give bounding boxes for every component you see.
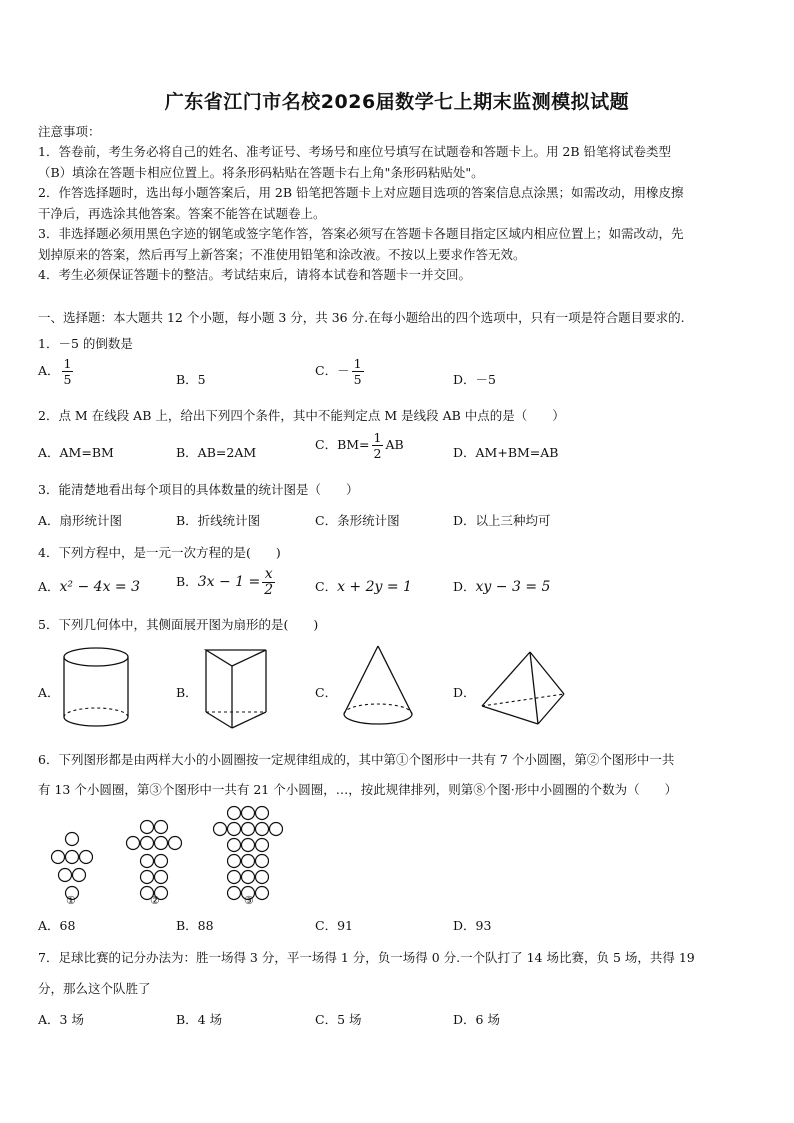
small-circle <box>228 807 241 820</box>
q2-option-d: D．AM+BM=AB <box>453 445 559 460</box>
small-circle <box>228 887 241 900</box>
q4-stem: 4．下列方程中，是一元一次方程的是( ) <box>38 545 281 560</box>
q6-option-c: C．91 <box>315 918 353 933</box>
q6-line2: 有 13 个小圆圈，第③个图形中一共有 21 个小圆圈，…，按此规律排列，则第⑧个图·形中小圆圈的个数为（ ） <box>38 782 678 797</box>
q3-option-d: D．以上三种均可 <box>453 513 551 528</box>
small-circle <box>66 851 79 864</box>
q5-option-d: D． <box>453 685 476 700</box>
small-circle <box>141 837 154 850</box>
small-circle <box>228 839 241 852</box>
q3-stem: 3．能清楚地看出每个项目的具体数量的统计图是（ ） <box>38 482 359 497</box>
q3-option-b: B．折线统计图 <box>176 513 261 528</box>
q1-option-d: D．－5 <box>453 372 496 387</box>
cone-figure <box>340 644 416 732</box>
small-circle <box>127 837 140 850</box>
pattern-2 <box>127 821 182 900</box>
small-circle <box>214 823 227 836</box>
note-3b: 划掉原来的答案，然后再写上新答案；不准使用铅笔和涂改液。不按以上要求作答无效。 <box>38 247 526 262</box>
small-circle <box>270 823 283 836</box>
small-circle <box>155 855 168 868</box>
q3-option-a: A．扇形统计图 <box>38 513 123 528</box>
small-circle <box>242 871 255 884</box>
small-circle <box>228 823 241 836</box>
q5-option-a: A． <box>38 685 60 700</box>
q6-option-a: A．68 <box>38 918 76 933</box>
section-heading: 一、选择题：本大题共 12 个小题，每小题 3 分，共 36 分.在每小题给出的四个选项中，只有一项是符合题目要求的. <box>38 310 685 325</box>
q7-option-b: B．4 场 <box>176 1012 223 1027</box>
q1-option-c: C．－ $\frac{1}{5}$ <box>315 356 362 387</box>
small-circle <box>242 807 255 820</box>
circle-pattern-figure <box>38 805 298 910</box>
small-circle <box>73 869 86 882</box>
prism-figure <box>202 646 272 732</box>
q2-option-c: C．BM= $\frac{1}{2}$ AB <box>315 430 404 461</box>
small-circle <box>228 871 241 884</box>
small-circle <box>141 821 154 834</box>
q1-option-b: B．5 <box>176 372 206 387</box>
small-circle <box>256 855 269 868</box>
page-title: 广东省江门市名校2026届数学七上期末监测模拟试题 <box>164 91 630 113</box>
small-circle <box>155 821 168 834</box>
small-circle <box>141 855 154 868</box>
small-circle <box>242 855 255 868</box>
small-circle <box>141 871 154 884</box>
small-circle <box>256 823 269 836</box>
small-circle <box>155 871 168 884</box>
small-circle <box>256 807 269 820</box>
small-circle <box>169 837 182 850</box>
q6-line1: 6．下列图形都是由两样大小的小圆圈按一定规律组成的，其中第①个图形中一共有 7 个小圆圈，第②个图形中一共 <box>38 752 675 767</box>
q5-option-b: B． <box>176 685 198 700</box>
small-circle <box>256 839 269 852</box>
q4-option-b: B．3x − 1 = $\frac{x}{2}$ <box>176 566 274 598</box>
note-1a: 1．答卷前，考生务必将自己的姓名、准考证号、考场号和座位号填写在试题卷和答题卡上。用 2B 铅笔将试卷类型 <box>38 144 672 159</box>
note-3a: 3．非选择题必须用黑色字迹的钢笔或签字笔作答，答案必须写在答题卡各题目指定区域内相应位置上；如需改动，先 <box>38 226 684 241</box>
q2-option-a: A．AM=BM <box>38 445 114 460</box>
pattern-3 <box>214 807 283 900</box>
small-circle <box>256 871 269 884</box>
small-circle <box>80 851 93 864</box>
q5-stem: 5．下列几何体中，其侧面展开图为扇形的是( ) <box>38 617 319 632</box>
q2-option-b: B．AB=2AM <box>176 445 257 460</box>
pattern-label-2: ② <box>150 894 160 907</box>
q4-option-c: C．x + 2y = 1 <box>315 579 412 595</box>
note-2a: 2．作答选择题时，选出每小题答案后，用 2B 铅笔把答题卡上对应题目选项的答案信息点涂黑；如需改动，用橡皮擦 <box>38 185 684 200</box>
q6-option-b: B．88 <box>176 918 214 933</box>
q1-option-a: A． $\frac{1}{5}$ <box>38 356 72 387</box>
q4-option-d: D．xy − 3 = 5 <box>453 579 551 595</box>
note-1b: （B）填涂在答题卡相应位置上。将条形码粘贴在答题卡右上角"条形码粘贴处"。 <box>38 165 484 180</box>
small-circle <box>256 887 269 900</box>
cylinder-figure <box>62 645 134 729</box>
small-circle <box>59 869 72 882</box>
small-circle <box>155 837 168 850</box>
q7-option-a: A．3 场 <box>38 1012 84 1027</box>
q7-option-c: C．5 场 <box>315 1012 362 1027</box>
q7-line1: 7．足球比赛的记分办法为：胜一场得 3 分，平一场得 1 分，负一场得 0 分.一个队打了 14 场比赛，负 5 场，共得 19 <box>38 950 695 965</box>
q4-option-a: A．x² − 4x = 3 <box>38 579 141 595</box>
pattern-label-1: ① <box>66 894 76 907</box>
note-2b: 干净后，再选涂其他答案。答案不能答在试题卷上。 <box>38 206 326 221</box>
q2-stem: 2．点 M 在线段 AB 上，给出下列四个条件，其中不能判定点 M 是线段 AB 中点的是（ ） <box>38 408 565 423</box>
pattern-label-3: ③ <box>244 894 254 907</box>
note-4: 4．考生必须保证答题卡的整洁。考试结束后，请将本试卷和答题卡一并交回。 <box>38 267 471 282</box>
pattern-1 <box>52 833 93 900</box>
small-circle <box>242 839 255 852</box>
small-circle <box>242 823 255 836</box>
q3-option-c: C．条形统计图 <box>315 513 400 528</box>
small-circle <box>52 851 65 864</box>
q6-option-d: D．93 <box>453 918 492 933</box>
q7-option-d: D．6 场 <box>453 1012 500 1027</box>
notes-heading: 注意事项： <box>38 124 101 139</box>
q7-line2: 分，那么这个队胜了 <box>38 981 151 996</box>
q1-stem: 1．－5 的倒数是 <box>38 336 133 351</box>
small-circle <box>228 855 241 868</box>
pyramid-figure <box>478 648 568 728</box>
small-circle <box>66 833 79 846</box>
q5-option-c: C． <box>315 685 338 700</box>
